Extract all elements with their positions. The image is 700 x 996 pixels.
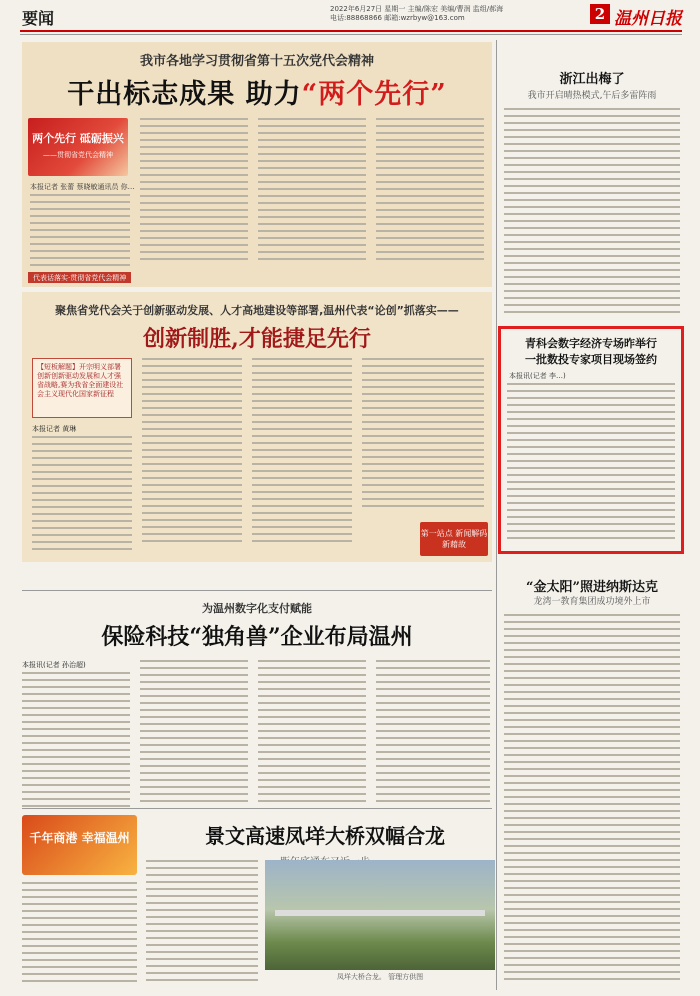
highlighted-story-title-line1: 青科会数字经济专场昨举行 [525, 337, 657, 350]
highlighted-story-byline: 本报讯(记者 李…) [509, 372, 566, 380]
masthead-meta-line1: 2022年6月27日 星期一 主编/陈宏 美编/曹润 监组/郝海 [330, 5, 504, 13]
masthead-rule-thin [20, 34, 682, 35]
bridge-photo-caption: 凤垟大桥合龙。 管理方供图 [336, 973, 424, 981]
top-story [22, 42, 492, 287]
lower-story-header [22, 600, 492, 651]
column-logo-title: 两个先行 砥砺振兴 [32, 132, 124, 145]
lower-story-body-col2 [140, 660, 248, 807]
mid-story-stamp: 第一站点 新闻解码新藉故 [420, 522, 488, 556]
bridge-photo [265, 860, 495, 970]
top-story-body-col3 [258, 118, 366, 265]
newspaper-logo: 温州日报 [614, 9, 682, 29]
right-story1-body [504, 108, 680, 318]
bottom-story-body-col2 [146, 860, 258, 986]
top-story-byline: 本报记者 张蕾 蔡晓敏通讯员 你… [30, 183, 135, 191]
divider [22, 590, 492, 591]
highlighted-story[interactable] [498, 326, 684, 554]
right-story3-body [504, 614, 680, 985]
bottom-story-title: 景文高速凤垟大桥双幅合龙 [205, 824, 445, 848]
masthead [0, 0, 700, 40]
mid-story-body-col1 [32, 436, 132, 555]
page-number: 2 [590, 4, 610, 24]
highlighted-story-body [507, 383, 675, 544]
column-divider [496, 40, 497, 990]
highlighted-story-title-line2: 一批数投专家项目现场签约 [525, 353, 657, 366]
lower-story-body-col4 [376, 660, 490, 807]
column-logo-subtitle: ——贯彻省党代会精神 [43, 151, 113, 159]
top-story-title-highlight: “两个先行” [301, 79, 447, 110]
mid-story-subtitle: 聚焦省党代会关于创新驱动发展、人才高地建设等部署,温州代表“论创”抓落实—— [55, 304, 459, 317]
lower-story-byline: 本报讯(记者 孙治超) [22, 661, 86, 669]
column-tag: 代表话落实·贯彻省党代会精神 [28, 272, 131, 283]
top-story-body-col1 [30, 194, 130, 271]
right-story3-subtitle: 龙湾一教育集团成功境外上市 [533, 597, 651, 607]
mid-story-byline: 本报记者 黄琳 [32, 425, 77, 433]
lower-story-body-col1 [22, 672, 130, 812]
mid-story [22, 292, 492, 562]
top-story-body-col2 [140, 118, 248, 265]
divider [22, 808, 492, 809]
mid-story-quote-box: 【短板解题】开宗明义部署创新创新驱动发展和人才强省战略,赛为我省全面建设社会主义现代化国家新征程 [32, 358, 132, 418]
masthead-meta [330, 5, 550, 23]
mid-story-body-col3 [252, 358, 352, 547]
bottom-column-logo: 千年商港 幸福温州 [22, 815, 137, 875]
masthead-meta-line2: 电话:88868866 邮箱:wzrbyw@163.com [330, 14, 465, 22]
mid-story-title: 创新制胜,才能捷足先行 [143, 326, 371, 352]
top-story-body-col4 [376, 118, 484, 265]
right-story1-subtitle: 我市开启晴热模式,午后多雷阵雨 [527, 91, 657, 101]
lower-story-body-col3 [258, 660, 366, 807]
right-story1-title: 浙江出梅了 [559, 72, 625, 87]
top-story-title [22, 72, 492, 111]
bottom-story-body-col1 [22, 882, 137, 987]
column-logo [28, 118, 128, 176]
mid-story-body-col4 [362, 358, 484, 512]
top-story-title-main: 干出标志成果 助力 [67, 79, 302, 110]
top-story-subtitle: 我市各地学习贯彻省第十五次党代会精神 [139, 54, 374, 69]
lower-story-subtitle: 为温州数字化支付赋能 [202, 602, 312, 615]
lower-story-title: 保险科技“独角兽”企业布局温州 [101, 624, 413, 650]
right-story3-title: “金太阳”照进纳斯达克 [526, 580, 658, 595]
mid-story-body-col2 [142, 358, 242, 547]
section-name: 要闻 [22, 9, 55, 28]
masthead-rule [20, 30, 682, 32]
